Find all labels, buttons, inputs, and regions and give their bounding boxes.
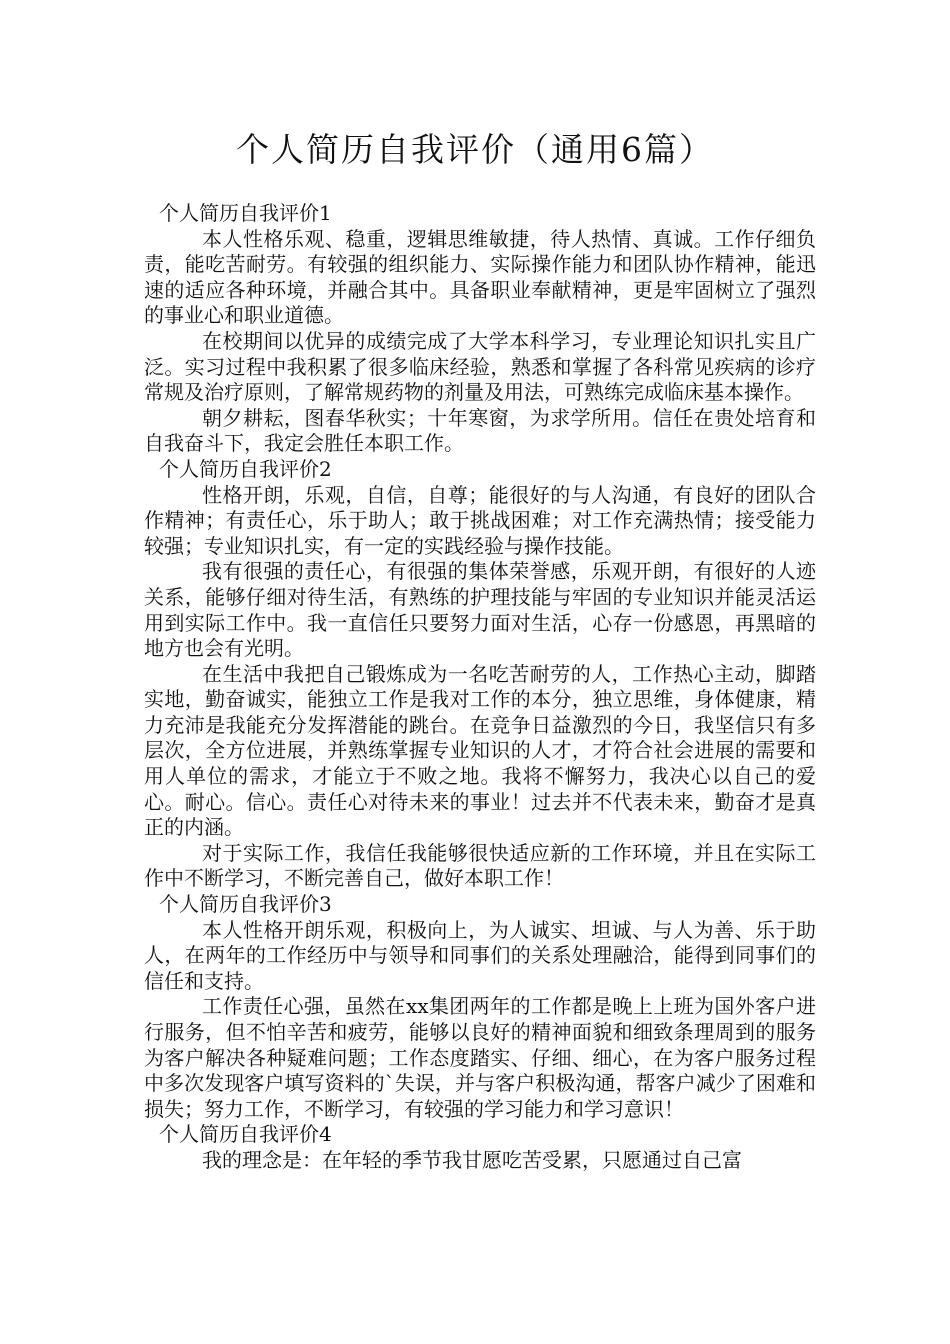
paragraph: 在生活中我把自己锻炼成为一名吃苦耐劳的人，工作热心主动，脚踏实地，勤奋诚实，能独立工作是我对工作的本分，独立思维，身体健康，精力充沛是我能充分发挥潜能的跳台。在竞争日益激烈的今日，我坚信只有多层次，全方位进展，并熟练掌握专业知识的人才，才符合社会进展的需要和用人单位的需求，才能立于不败之地。我将不懈努力，我决心以自己的爱心。耐心。信心。责任心对待未来的事业！过去并不代表未来，勤奋才是真正的内涵。 <box>144 661 816 840</box>
paragraph: 我的理念是：在年轻的季节我甘愿吃苦受累，只愿通过自己富 <box>202 1147 742 1172</box>
section-heading: 个人简历自我评价4 <box>159 1122 332 1147</box>
section-heading: 个人简历自我评价1 <box>159 201 332 225</box>
paragraph: 朝夕耕耘，图春华秋实；十年寒窗，为求学所用。信任在贵处培育和自我奋斗下，我定会胜任本职工作。 <box>144 405 816 456</box>
document-body <box>144 201 816 1174</box>
section-heading: 个人简历自我评价3 <box>159 892 332 917</box>
paragraph: 本人性格乐观、稳重，逻辑思维敏捷，待人热情、真诚。工作仔细负责，能吃苦耐劳。有较强的组织能力、实际操作能力和团队协作精神，能迅速的适应各种环境，并融合其中。具备职业奉献精神，更是牢固树立了强烈的事业心和职业道德。 <box>144 226 816 328</box>
paragraph: 我有很强的责任心，有很强的集体荣誉感，乐观开朗，有很好的人迹关系，能够仔细对待生活，有熟练的护理技能与牢固的专业知识并能灵活运用到实际工作中。我一直信任只要努力面对生活，心存一份感恩，再黑暗的地方也会有光明。 <box>144 559 816 661</box>
section-2 <box>144 457 816 892</box>
section-1 <box>144 201 816 457</box>
paragraph: 工作责任心强，虽然在xx集团两年的工作都是晚上上班为国外客户进行服务，但不怕辛苦和疲劳，能够以良好的精神面貌和细致条理周到的服务为客户解决各种疑难问题；工作态度踏实、仔细、细心，在为客户服务过程中多次发现客户填写资料的`失误，并与客户积极沟通，帮客户减少了困难和损失；努力工作，不断学习，有较强的学习能力和学习意识！ <box>144 994 816 1121</box>
section-4 <box>144 1122 816 1173</box>
page-title: 个人简历自我评价（通用6篇） <box>236 130 714 169</box>
paragraph: 对于实际工作，我信任我能够很快适应新的工作环境，并且在实际工作中不断学习，不断完善自己，做好本职工作！ <box>144 840 816 891</box>
paragraph: 性格开朗，乐观，自信，自尊；能很好的与人沟通，有良好的团队合作精神；有责任心，乐于助人；敢于挑战困难；对工作充满热情；接受能力较强；专业知识扎实，有一定的实践经验与操作技能。 <box>144 482 816 558</box>
paragraph: 本人性格开朗乐观，积极向上，为人诚实、坦诚、与人为善、乐于助人，在两年的工作经历中与领导和同事们的关系处理融洽，能得到同事们的信任和支持。 <box>144 917 816 993</box>
paragraph: 在校期间以优异的成绩完成了大学本科学习，专业理论知识扎实且广泛。实习过程中我积累了很多临床经验，熟悉和掌握了各科常见疾病的诊疗常规及治疗原则，了解常规药物的剂量及用法，可熟练完成临床基本操作。 <box>144 328 816 405</box>
section-heading: 个人简历自我评价2 <box>159 456 332 481</box>
section-3 <box>144 892 816 1122</box>
